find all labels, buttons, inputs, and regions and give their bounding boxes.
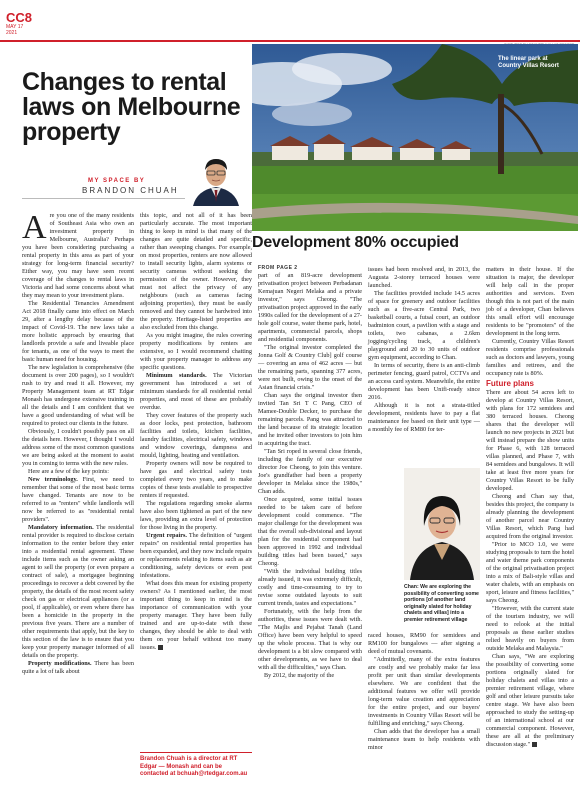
paragraph: There are about 54 acres left to develop at Country Villas Resort, with plans for 172 semidees and 380 terraced houses. Cheong shares that the developer will launch no new projects in 2021 but will instead prepare the show units for Phase 6, with 128 terraced villas planned, and Phase 7, with 84 semidees and bungalows. It will take at least five more years for Country Villas Resort to be fully developed. [486,389,574,492]
continued-from: FROM PAGE 2 [258,265,298,271]
paragraph: Once acquired, some initial issues needed to be taken care of before development could commence. "The major challenge for the development was that the overall sub-divisional and layout plan for the residential component had been approved in 1992 and individual building titles had been issued," says Cheong. [258,496,362,567]
paragraph: What does this mean for existing property owners? As I mentioned earlier, the most important thing to keep in mind is the importance of communication with your property manager. They have been fully trained and are up-to-date with these changes, they should be able to deal with them on your behalf without too many issues. [140,580,252,651]
paragraph: The facilities provided include 14.5 acres of space for greenery and outdoor facilities such as a five-acre Central Park, two basketball courts, a futsal court, an outdoor badminton court, a pavilion with a stage and toilets, two cabanas, a 2.6km jogging/cycling track, a children's playground and 20 to 30 units of outdoor gym equipment, according to Chan. [368,290,480,361]
paragraph: First, we need to remember that some of the most basic terms have changed. Tenants are now to be referred to as "renters" while landlords will now be referred to as "residential rental providers". [22,476,134,523]
paragraph: "Prior to MCO 1.0, we were studying proposals to turn the hotel and water theme park components of the original privatisation project into a mix of Bali-style villas and water chalets, with an emphasis on sport, leisure and fitness facilities," says Cheong. [486,541,574,604]
subhead-inline: Minimum standards. [146,372,207,379]
article-column-5 [486,266,574,749]
paragraph: Chan adds that the developer has a small maintenance team to help residents with minor [368,728,480,751]
paragraph: There has been quite a lot of talk about [22,660,134,675]
paragraph: Property owners will now be required to have gas and electrical safety tests completed every two years, and to make copies of these tests available to prospective renters if requested. [140,460,252,499]
article-column-3 [258,264,362,680]
section-headline: Development 80% occupied [252,234,459,251]
byline-rule [22,198,192,199]
paragraph: In terms of security, there is an anti-climb perimeter fencing, guard patrol, CCTVs and an access card system. Meanwhile, the entire development has been Unifi-ready since 2016. [368,362,480,401]
paragraph: The residential rental provider is required to disclose certain information to the renter before they enter into a residential rental agreement. These include items such as the owner asking an agent to sell the property (or even prepare a contract of sale), a mortgagee beginning proceedings to recover a debt covered by the property, the details of the most recent safety check on gas or electrical appliances (or a pool, if applicable), or even where there has been a homicide in the property in the previous five years. There are a number of other requirements that apply, but the key to this section of the law is to ensure that you keep your property manager informed of all details on the property. [22,524,134,659]
section-subhead: Future plans [486,379,535,388]
end-mark-icon [532,742,537,747]
author-note-rule [140,752,252,753]
paragraph: Currently, Country Villas Resort residents comprise professionals such as doctors and lawyers, young families and retirees, and the occupancy rate is 80%. [486,338,574,377]
article-column-1 [22,209,134,676]
paragraph: Chan says, "We are exploring the possibility of converting some portions originally slated for holiday chalets and villas into a premier retirement village, where golf and other leisure pursuits take centre stage. We have also been approached to study the setting-up of an international school at our commercial component. However, these are all at the preliminary discussion stage." [486,653,574,748]
paragraph: Chan says the original investor then invited Tan Sri T C Pang, CEO of Mamee-Double Decker, to purchase the remaining parcels. Pang was attracted to the land because of its strategic location and he invited other investors to join him in acquiring the tract. [258,392,362,447]
paragraph: Obviously, I couldn't possibly pass on all the details here. However, I thought I would address some of the most common questions we are being asked at the moment to assist you in coming to terms with the new rules. [22,428,134,467]
author-note: Brandon Chuah is a director at RT Edgar — Monash and can be contacted at bchuah@rtedgar.com.au [140,756,248,777]
paragraph: "However, with the current state of the tourism industry, we will need to relook at the initial proposals as these earlier studies relied heavily on buyers from outside Melaka and Malaysia." [486,605,574,652]
end-mark-icon [158,645,163,650]
paragraph: By 2012, the majority of the [264,672,335,679]
paragraph: "Admittedly, many of the extra features are costly and we probably make far less profit per unit than similar developments elsewhere. We are confident that the additional features we offer will provide long-term value creation and appreciation for the entire project, and our buyers' investments in Country Villas Resort will be fulfilling and enriching," says Cheong. [368,656,480,727]
paragraph: "With the individual building titles already issued, it was extremely difficult, costly and time-consuming to try to revise some outdated layouts to suit current trends, tastes and expectations." [258,568,362,607]
issue-date-year: 2021 [6,30,18,36]
subhead-inline: Mandatory information. [28,524,94,531]
paragraph: this topic, and not all of it has been particularly accurate. The most important thing to keep in mind is that many of the changes are quite detailed and specific, rather than sweeping changes. For example, on most properties, renters are now allowed to install security lights, alarm systems or security cameras without seeking the permission of the owner. However, they must not affect the privacy of any neighbours (such as cameras facing adjoining properties), they must be easily removed and they cannot be hardwired into the property. Heritage-listed properties are also excluded from this change. [140,212,252,331]
paragraph: Here are a few of the key points: [28,468,109,475]
paragraph: The Residential Tenancies Amendment Act 2018 finally came into effect on March 29, after a lengthy delay because of the impact of Covid-19. The new laws take a more holistic approach by ensuring that landlords provide a safe and liveable place for tenants, as one of the ways to meet the basic human need for housing. [22,300,134,363]
paragraph: The definition of "urgent repairs" on residential rental properties has been expanded, and they now include repairs or replacements relating to items such as air conditioning, safety devices or even pest infestations. [140,532,252,579]
paragraph: issues had been resolved and, in 2013, the Augusta 2-storey terraced houses were launched. [368,266,480,289]
paragraph: matters in their house. If the situation is major, the developer will help call in the proper authorities and services. Even though this is not part of the main job of a developer, Chan believes this small effort will encourage residents to be "promoters" of the development in the long term. [486,266,574,337]
paragraph: part of an 819-acre development privatisation project between Perbadanan Kemajuan Negeri Melaka and a private investor," says Cheong. "The privatisation project approved in the early 1990s called for the development of a 27-hole golf course, water theme park, hotel, apartments, commercial parcels, shops and residential components. [258,272,362,343]
subhead-inline: Urgent repairs. [146,532,187,539]
issue-date [6,24,23,36]
column-label: MY SPACE BY [88,178,146,184]
masthead-rule [0,40,580,42]
paragraph: "Tan Sri roped in several close friends, including the family of our executive director Joe Cheong, to join this venture. Joe's grandfather had been a property developer in Melaka since the 1980s," Chan adds. [258,448,362,495]
paragraph: Although it is not a strata-titled development, residents have to pay a flat maintenance fee based on their unit type — a monthly fee of RM80 for ter- [368,402,480,433]
paragraph: re you one of the many residents of Southeast Asia who own an investment property in Melbourne, Australia? Perhaps you have been considering purchasing a rental property in this area as part of your strategy for long-term financial security? Either way, you may have seen recent coverage of the changes to rental laws in Victoria and had some concerns about what they may mean to your investment plans. [22,212,134,299]
paragraph: Fortunately, with the help from the authorities, these issues were dealt with. "The Majlis and Pejabat Tanah (Land Office) have been very helpful to speed up the whole process. That is why our development is a bit slow compared with other developments, as we have to deal with all the difficulties," says Chan. [258,608,362,671]
photo-caption: The linear park at Country Villas Resort [498,56,559,69]
paragraph: As you might imagine, the rules covering property modifications by renters are extensive, so I would recommend chatting with your property manager to address any specific questions. [140,332,252,371]
author-name: BRANDON CHUAH [82,186,179,195]
chan-caption: Chan: We are exploring the possibility of converting some portions [of another land originally slated for holiday chalets and villas] into a premier retirement village [404,584,479,623]
article-column-2 [140,212,252,652]
chan-photo [404,468,480,580]
article-headline: Changes to rental laws on Melbourne property [22,68,241,146]
resort-photo [252,44,578,231]
paragraph: raced houses, RM90 for semidees and RM100 for bungalows — after signing a deed of mutual covenants. [368,632,480,655]
subhead-inline: New terminology. [28,476,78,483]
page-number: CC8 [6,10,33,25]
paragraph: The new legislation is comprehensive (the document is over 200 pages), so I wouldn't rush to try and read it all. However, my Property Management team at RT Edgar Monash has undergone extensive training in all the details and I am confident that we have a good understanding of what will be required to protect our clients in the future. [22,364,134,427]
paragraph: The Victorian government has introduced a set of minimum standards for all residential rental properties, and most of these are probably overdue. [140,372,252,411]
article-column-4-continued [368,632,480,752]
paragraph: They cover features of the property such as door locks, pest protection, bathroom facilities and toilets, kitchen facilities, laundry facilities, electrical safety, windows and window coverings, dampness and mould, lighting, heating and ventilation. [140,412,252,459]
paragraph: "The original investor completed the Jonna Golf & Country Club] golf course — covering an area of 462 acres — but the remaining parts, spanning 377 acres, were not built, owing to the onset of the Asian financial crisis." [258,344,362,391]
author-photo [185,150,247,206]
issue-date-day: MAY 17 [6,24,24,30]
drop-cap: A [22,209,47,246]
subhead-inline: Property modifications. [28,660,92,667]
article-column-4 [368,266,480,434]
paragraph: Cheong and Chan say that, besides this project, the company is already planning the development of another parcel near Country Villas Resort, which Pang had acquired from the original investor. [486,493,574,540]
paragraph: The regulations regarding smoke alarms have also been tightened as part of the new laws, providing an extra level of protection for those living in the property. [140,500,252,531]
